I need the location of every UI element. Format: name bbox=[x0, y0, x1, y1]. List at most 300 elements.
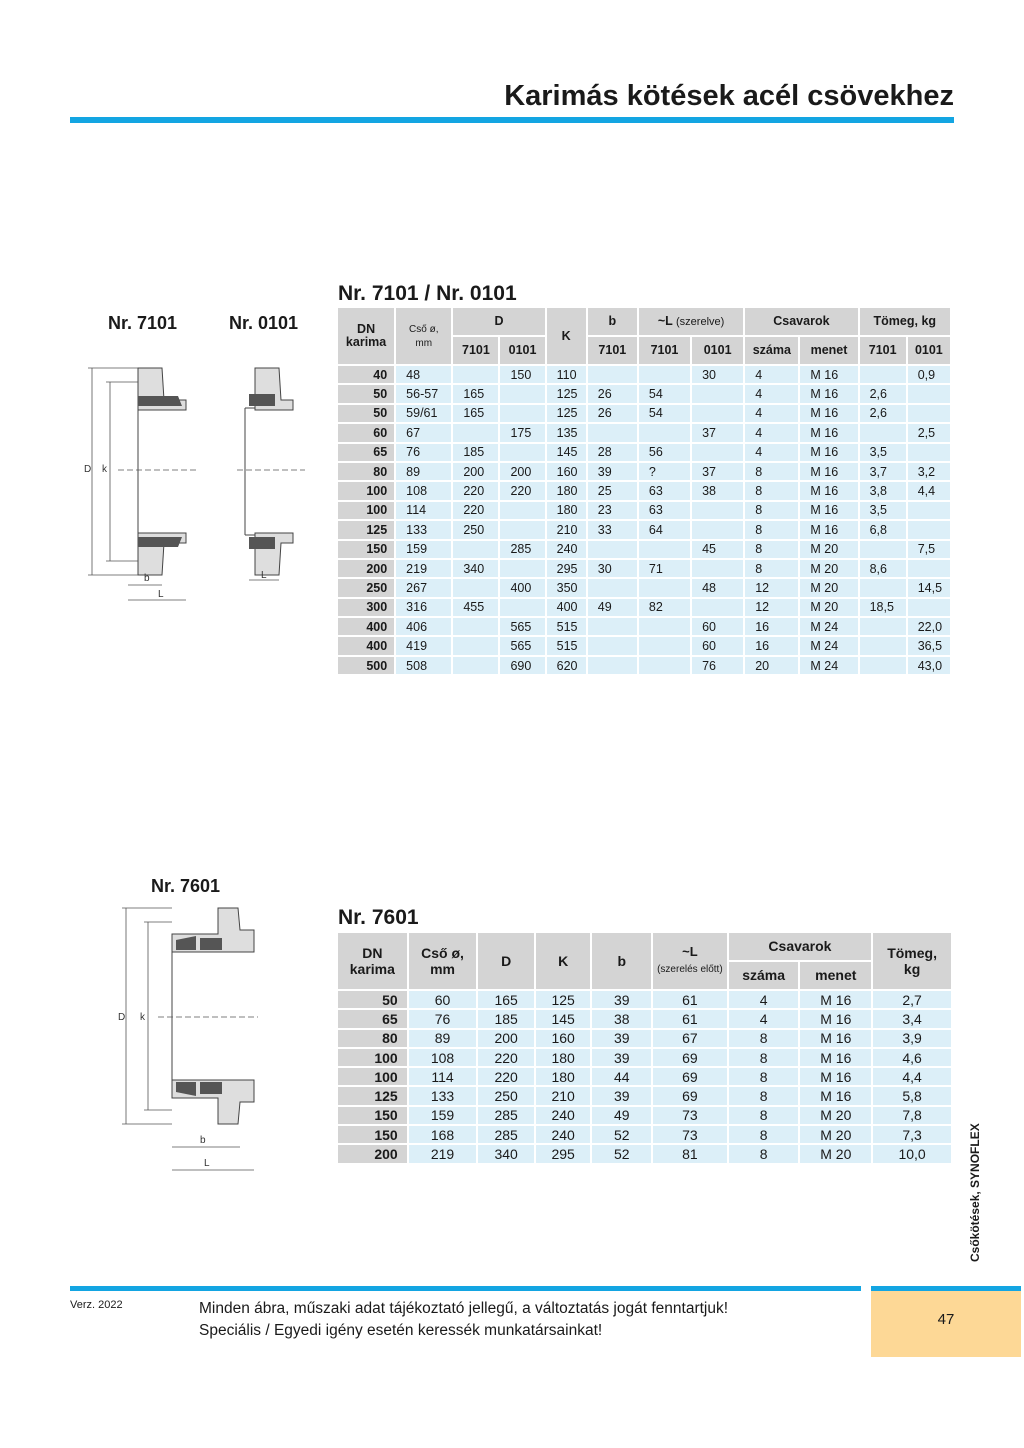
side-label: Csőkötések, SYNOFLEX bbox=[968, 1123, 982, 1262]
cell-cso: 108 bbox=[409, 1049, 477, 1066]
cell-menet: M 16 bbox=[800, 463, 857, 480]
cell-d0101: 220 bbox=[500, 482, 544, 499]
cell-d0101 bbox=[500, 599, 544, 616]
dim-label-D: D bbox=[84, 464, 92, 475]
cell-d: 285 bbox=[478, 1107, 534, 1124]
cell-b: 39 bbox=[592, 1087, 651, 1104]
dim-label-b: b bbox=[144, 573, 150, 584]
table-row bbox=[338, 1049, 951, 1066]
header-tomeg-0101: 0101 bbox=[908, 337, 950, 364]
cell-k: 295 bbox=[536, 1145, 591, 1162]
cell-d7101 bbox=[453, 579, 498, 596]
cell-menet: M 20 bbox=[800, 1145, 871, 1162]
cell-szama: 20 bbox=[745, 657, 798, 674]
cell-d: 165 bbox=[478, 991, 534, 1008]
cell-dn: 200 bbox=[338, 1145, 407, 1162]
cell-l0101 bbox=[692, 560, 743, 577]
cell-k: 160 bbox=[536, 1030, 591, 1047]
cell-d7101: 455 bbox=[453, 599, 498, 616]
header-d: D bbox=[478, 933, 534, 989]
cell-b: 38 bbox=[592, 1010, 651, 1027]
cell-b7101: 49 bbox=[588, 599, 637, 616]
header-menet: menet bbox=[800, 962, 871, 989]
cell-t7101: 3,5 bbox=[860, 444, 906, 461]
table-row bbox=[338, 482, 950, 499]
disclaimer-line-2: Speciális / Egyedi igény esetén keressék munkatársainkat! bbox=[199, 1322, 603, 1339]
cell-menet: M 16 bbox=[800, 991, 871, 1008]
cell-l0101: 45 bbox=[692, 541, 743, 558]
cell-t0101 bbox=[908, 521, 950, 538]
cell-szama: 8 bbox=[745, 541, 798, 558]
cell-cso: 89 bbox=[409, 1030, 477, 1047]
cell-t0101: 22,0 bbox=[908, 618, 950, 635]
dim-label-L: L bbox=[158, 589, 164, 600]
flange-drawing-7101 bbox=[78, 360, 208, 610]
cell-tomeg: 2,7 bbox=[873, 991, 951, 1008]
cell-l0101 bbox=[692, 502, 743, 519]
cell-l0101: 48 bbox=[692, 579, 743, 596]
cell-l0101: 30 bbox=[692, 366, 743, 383]
cell-l: 61 bbox=[653, 1010, 727, 1027]
cell-l7101: 71 bbox=[639, 560, 690, 577]
cell-l0101 bbox=[692, 599, 743, 616]
cell-d0101 bbox=[500, 385, 544, 402]
cell-tomeg: 7,3 bbox=[873, 1126, 951, 1143]
cell-dn: 150 bbox=[338, 1126, 407, 1143]
dim-label-k: k bbox=[140, 1012, 145, 1023]
cell-dn: 150 bbox=[338, 541, 394, 558]
cell-l7101: 63 bbox=[639, 482, 690, 499]
cell-k: 620 bbox=[547, 657, 586, 674]
header-cso: Cső ø, mm bbox=[396, 308, 451, 364]
cell-dn: 125 bbox=[338, 1087, 407, 1104]
cell-d0101 bbox=[500, 521, 544, 538]
cell-d7101: 200 bbox=[453, 463, 498, 480]
cell-k: 180 bbox=[536, 1068, 591, 1085]
dim-label-L: L bbox=[204, 1158, 210, 1169]
cell-tomeg: 4,4 bbox=[873, 1068, 951, 1085]
cell-szama: 4 bbox=[745, 385, 798, 402]
header-d-0101: 0101 bbox=[500, 337, 544, 364]
cell-k: 145 bbox=[547, 444, 586, 461]
cell-d0101: 200 bbox=[500, 463, 544, 480]
cell-l: 61 bbox=[653, 991, 727, 1008]
flange-body-bottom bbox=[138, 533, 186, 575]
cell-t0101: 43,0 bbox=[908, 657, 950, 674]
cell-t7101: 18,5 bbox=[860, 599, 906, 616]
cell-t0101: 3,2 bbox=[908, 463, 950, 480]
cell-t0101 bbox=[908, 405, 950, 422]
header-szama: száma bbox=[745, 337, 798, 364]
cell-t0101 bbox=[908, 385, 950, 402]
figure-label-7101: Nr. 7101 bbox=[108, 313, 178, 333]
cell-d: 200 bbox=[478, 1030, 534, 1047]
cell-d0101: 400 bbox=[500, 579, 544, 596]
cell-d7101 bbox=[453, 637, 498, 654]
cell-d7101: 220 bbox=[453, 482, 498, 499]
table-row bbox=[338, 521, 950, 538]
cell-l7101 bbox=[639, 637, 690, 654]
cell-l0101 bbox=[692, 385, 743, 402]
dim-label-k: k bbox=[102, 464, 107, 475]
cell-l7101: ? bbox=[639, 463, 690, 480]
flange-body-bottom bbox=[249, 533, 293, 575]
cell-k: 145 bbox=[536, 1010, 591, 1027]
cell-k: 110 bbox=[547, 366, 586, 383]
cell-cso: 219 bbox=[396, 560, 451, 577]
cell-menet: M 16 bbox=[800, 444, 857, 461]
cell-b: 49 bbox=[592, 1107, 651, 1124]
spec-table-7601 bbox=[336, 931, 953, 1165]
cell-b7101: 39 bbox=[588, 463, 637, 480]
cell-d0101: 565 bbox=[500, 637, 544, 654]
cell-l7101 bbox=[639, 366, 690, 383]
table-row bbox=[338, 463, 950, 480]
cell-d0101: 690 bbox=[500, 657, 544, 674]
cell-b7101: 33 bbox=[588, 521, 637, 538]
table-row bbox=[338, 1126, 951, 1143]
cell-b7101: 26 bbox=[588, 405, 637, 422]
cell-l0101: 38 bbox=[692, 482, 743, 499]
cell-cso: 219 bbox=[409, 1145, 477, 1162]
cell-b: 52 bbox=[592, 1145, 651, 1162]
cell-menet: M 20 bbox=[800, 1126, 871, 1143]
header-b-7101: 7101 bbox=[588, 337, 637, 364]
header-tomeg: Tömeg, kg bbox=[873, 933, 951, 989]
cell-dn: 60 bbox=[338, 424, 394, 441]
cell-cso: 59/61 bbox=[396, 405, 451, 422]
cell-menet: M 20 bbox=[800, 541, 857, 558]
cell-cso: 48 bbox=[396, 366, 451, 383]
cell-k: 125 bbox=[536, 991, 591, 1008]
cell-szama: 8 bbox=[729, 1107, 799, 1124]
cell-dn: 100 bbox=[338, 1049, 407, 1066]
header-b: b bbox=[592, 933, 651, 989]
cell-dn: 100 bbox=[338, 1068, 407, 1085]
cell-szama: 8 bbox=[745, 482, 798, 499]
cell-dn: 200 bbox=[338, 560, 394, 577]
cell-cso: 267 bbox=[396, 579, 451, 596]
flange-body-top bbox=[138, 368, 186, 410]
cell-szama: 8 bbox=[729, 1126, 799, 1143]
section-title-7601: Nr. 7601 bbox=[338, 906, 419, 929]
table-row bbox=[338, 618, 950, 635]
cell-szama: 16 bbox=[745, 637, 798, 654]
cell-d7101: 340 bbox=[453, 560, 498, 577]
cell-b7101 bbox=[588, 657, 637, 674]
table-row bbox=[338, 657, 950, 674]
cell-cso: 56-57 bbox=[396, 385, 451, 402]
cell-menet: M 16 bbox=[800, 366, 857, 383]
cell-l: 69 bbox=[653, 1087, 727, 1104]
cell-szama: 8 bbox=[745, 463, 798, 480]
pipe-outline bbox=[138, 408, 186, 535]
cell-b7101: 28 bbox=[588, 444, 637, 461]
cell-l7101 bbox=[639, 541, 690, 558]
header-l-0101: 0101 bbox=[692, 337, 743, 364]
cell-d: 220 bbox=[478, 1068, 534, 1085]
cell-b7101 bbox=[588, 424, 637, 441]
disclaimer bbox=[199, 1298, 728, 1342]
cell-b7101: 26 bbox=[588, 385, 637, 402]
table-row bbox=[338, 1145, 951, 1162]
cell-szama: 8 bbox=[745, 502, 798, 519]
cell-l7101: 64 bbox=[639, 521, 690, 538]
cell-t0101: 4,4 bbox=[908, 482, 950, 499]
cell-l0101 bbox=[692, 405, 743, 422]
cell-l0101: 76 bbox=[692, 657, 743, 674]
cell-dn: 65 bbox=[338, 444, 394, 461]
cell-l: 81 bbox=[653, 1145, 727, 1162]
cell-t0101: 2,5 bbox=[908, 424, 950, 441]
cell-t7101 bbox=[860, 637, 906, 654]
cell-cso: 419 bbox=[396, 637, 451, 654]
cell-menet: M 16 bbox=[800, 1030, 871, 1047]
header-tomeg: Tömeg, kg bbox=[860, 308, 950, 335]
cell-l: 67 bbox=[653, 1030, 727, 1047]
cell-d: 220 bbox=[478, 1049, 534, 1066]
cell-d0101: 565 bbox=[500, 618, 544, 635]
cell-b: 39 bbox=[592, 1030, 651, 1047]
header-tomeg-7101: 7101 bbox=[860, 337, 906, 364]
cell-szama: 8 bbox=[745, 521, 798, 538]
cell-t7101 bbox=[860, 579, 906, 596]
header-l: ~L (szerelve) bbox=[639, 308, 743, 335]
cell-tomeg: 10,0 bbox=[873, 1145, 951, 1162]
cell-k: 240 bbox=[536, 1126, 591, 1143]
cell-d7101 bbox=[453, 366, 498, 383]
cell-d7101: 250 bbox=[453, 521, 498, 538]
cell-k: 295 bbox=[547, 560, 586, 577]
cell-dn: 250 bbox=[338, 579, 394, 596]
table-row bbox=[338, 366, 950, 383]
page-number: 47 bbox=[937, 1311, 955, 1328]
cell-k: 180 bbox=[547, 502, 586, 519]
title-rule bbox=[70, 117, 954, 123]
table-row bbox=[338, 991, 951, 1008]
cell-cso: 159 bbox=[409, 1107, 477, 1124]
cell-k: 135 bbox=[547, 424, 586, 441]
header-dn: DN karima bbox=[338, 308, 394, 364]
cell-d0101 bbox=[500, 444, 544, 461]
flange-drawing-0101 bbox=[235, 360, 315, 590]
table-row bbox=[338, 385, 950, 402]
table-row bbox=[338, 1087, 951, 1104]
cell-dn: 80 bbox=[338, 463, 394, 480]
cell-menet: M 16 bbox=[800, 521, 857, 538]
cell-l7101 bbox=[639, 579, 690, 596]
cell-szama: 4 bbox=[745, 444, 798, 461]
cell-b7101 bbox=[588, 637, 637, 654]
cell-szama: 4 bbox=[745, 405, 798, 422]
flange-body-top bbox=[172, 908, 254, 952]
figure-label-0101: Nr. 0101 bbox=[229, 313, 299, 333]
cell-dn: 100 bbox=[338, 502, 394, 519]
cell-menet: M 16 bbox=[800, 1068, 871, 1085]
cell-k: 180 bbox=[536, 1049, 591, 1066]
cell-l7101: 63 bbox=[639, 502, 690, 519]
cell-d7101 bbox=[453, 657, 498, 674]
page-number-box bbox=[871, 1291, 1021, 1357]
cell-d7101: 165 bbox=[453, 385, 498, 402]
cell-l: 69 bbox=[653, 1068, 727, 1085]
spec-table-7101-0101 bbox=[336, 306, 952, 676]
cell-t7101: 6,8 bbox=[860, 521, 906, 538]
cell-b7101: 25 bbox=[588, 482, 637, 499]
cell-d7101: 220 bbox=[453, 502, 498, 519]
cell-cso: 159 bbox=[396, 541, 451, 558]
cell-t7101: 2,6 bbox=[860, 385, 906, 402]
cell-d0101: 285 bbox=[500, 541, 544, 558]
cell-t0101 bbox=[908, 599, 950, 616]
cell-dn: 65 bbox=[338, 1010, 407, 1027]
cell-menet: M 16 bbox=[800, 385, 857, 402]
cell-szama: 8 bbox=[729, 1145, 799, 1162]
dim-label-D: D bbox=[118, 1012, 126, 1023]
cell-d7101: 165 bbox=[453, 405, 498, 422]
cell-t7101: 3,5 bbox=[860, 502, 906, 519]
cell-menet: M 20 bbox=[800, 1107, 871, 1124]
cell-menet: M 16 bbox=[800, 424, 857, 441]
header-csavarok: Csavarok bbox=[745, 308, 857, 335]
cell-dn: 100 bbox=[338, 482, 394, 499]
cell-d0101: 175 bbox=[500, 424, 544, 441]
cell-b: 44 bbox=[592, 1068, 651, 1085]
cell-cso: 133 bbox=[396, 521, 451, 538]
header-k: K bbox=[547, 308, 586, 364]
cell-l7101: 82 bbox=[639, 599, 690, 616]
header-dn: DN karima bbox=[338, 933, 407, 989]
cell-k: 210 bbox=[547, 521, 586, 538]
table-row bbox=[338, 424, 950, 441]
cell-l0101 bbox=[692, 521, 743, 538]
header-b: b bbox=[588, 308, 637, 335]
cell-cso: 76 bbox=[409, 1010, 477, 1027]
cell-b7101 bbox=[588, 579, 637, 596]
header-d-7101: 7101 bbox=[453, 337, 498, 364]
cell-d7101 bbox=[453, 541, 498, 558]
cell-b7101: 30 bbox=[588, 560, 637, 577]
header-d: D bbox=[453, 308, 544, 335]
pipe-outline bbox=[172, 952, 254, 1080]
cell-t7101: 3,7 bbox=[860, 463, 906, 480]
table-row bbox=[338, 1030, 951, 1047]
table-row bbox=[338, 1107, 951, 1124]
cell-t7101 bbox=[860, 657, 906, 674]
table-row bbox=[338, 405, 950, 422]
cell-dn: 400 bbox=[338, 618, 394, 635]
cell-d: 250 bbox=[478, 1087, 534, 1104]
cell-t7101: 3,8 bbox=[860, 482, 906, 499]
cell-b7101 bbox=[588, 541, 637, 558]
spec-table-7601-body bbox=[338, 991, 951, 1163]
table-row bbox=[338, 599, 950, 616]
table-row bbox=[338, 1068, 951, 1085]
cell-cso: 406 bbox=[396, 618, 451, 635]
cell-szama: 4 bbox=[729, 991, 799, 1008]
cell-d: 340 bbox=[478, 1145, 534, 1162]
cell-l7101: 54 bbox=[639, 405, 690, 422]
header-k: K bbox=[536, 933, 591, 989]
cell-menet: M 20 bbox=[800, 579, 857, 596]
disclaimer-line-1: Minden ábra, műszaki adat tájékoztató jellegű, a változtatás jogát fenntartjuk! bbox=[199, 1300, 729, 1317]
cell-menet: M 24 bbox=[800, 618, 857, 635]
cell-l: 69 bbox=[653, 1049, 727, 1066]
header-szama: száma bbox=[729, 962, 799, 989]
cell-cso: 67 bbox=[396, 424, 451, 441]
cell-cso: 76 bbox=[396, 444, 451, 461]
header-csavarok: Csavarok bbox=[729, 933, 871, 960]
cell-d7101 bbox=[453, 618, 498, 635]
cell-cso: 108 bbox=[396, 482, 451, 499]
cell-b7101 bbox=[588, 618, 637, 635]
section-title-7101-0101: Nr. 7101 / Nr. 0101 bbox=[338, 282, 517, 305]
cell-cso: 114 bbox=[409, 1068, 477, 1085]
header-l: ~L (szerelés előtt) bbox=[653, 933, 727, 989]
cell-t0101: 14,5 bbox=[908, 579, 950, 596]
cell-t0101 bbox=[908, 502, 950, 519]
cell-dn: 50 bbox=[338, 385, 394, 402]
cell-menet: M 24 bbox=[800, 657, 857, 674]
cell-dn: 50 bbox=[338, 991, 407, 1008]
cell-menet: M 16 bbox=[800, 482, 857, 499]
cell-dn: 50 bbox=[338, 405, 394, 422]
cell-t7101 bbox=[860, 366, 906, 383]
cell-szama: 8 bbox=[729, 1049, 799, 1066]
cell-d0101: 150 bbox=[500, 366, 544, 383]
cell-k: 400 bbox=[547, 599, 586, 616]
cell-b7101: 23 bbox=[588, 502, 637, 519]
header-l-7101: 7101 bbox=[639, 337, 690, 364]
cell-d0101 bbox=[500, 502, 544, 519]
cell-cso: 316 bbox=[396, 599, 451, 616]
cell-d7101: 185 bbox=[453, 444, 498, 461]
cell-menet: M 16 bbox=[800, 1010, 871, 1027]
cell-d0101 bbox=[500, 405, 544, 422]
figure-label-7601: Nr. 7601 bbox=[151, 876, 221, 896]
cell-tomeg: 5,8 bbox=[873, 1087, 951, 1104]
cell-szama: 8 bbox=[729, 1030, 799, 1047]
cell-k: 240 bbox=[536, 1107, 591, 1124]
flange-body-bottom bbox=[172, 1080, 254, 1124]
table-row bbox=[338, 637, 950, 654]
cell-cso: 89 bbox=[396, 463, 451, 480]
pipe-outline bbox=[245, 408, 293, 535]
cell-l0101: 60 bbox=[692, 637, 743, 654]
table-row bbox=[338, 444, 950, 461]
cell-t0101: 36,5 bbox=[908, 637, 950, 654]
table-row bbox=[338, 560, 950, 577]
cell-k: 180 bbox=[547, 482, 586, 499]
cell-l7101: 54 bbox=[639, 385, 690, 402]
table-row bbox=[338, 1010, 951, 1027]
cell-l: 73 bbox=[653, 1107, 727, 1124]
cell-t0101: 7,5 bbox=[908, 541, 950, 558]
cell-szama: 4 bbox=[745, 424, 798, 441]
dim-label-L: L bbox=[261, 570, 267, 581]
cell-t7101 bbox=[860, 618, 906, 635]
cell-dn: 125 bbox=[338, 521, 394, 538]
cell-menet: M 20 bbox=[800, 599, 857, 616]
cell-l0101 bbox=[692, 444, 743, 461]
cell-l7101 bbox=[639, 424, 690, 441]
cell-t7101: 8,6 bbox=[860, 560, 906, 577]
cell-menet: M 16 bbox=[800, 1049, 871, 1066]
cell-d7101 bbox=[453, 424, 498, 441]
header-cso: Cső ø, mm bbox=[409, 933, 477, 989]
cell-t0101 bbox=[908, 560, 950, 577]
cell-l0101: 37 bbox=[692, 424, 743, 441]
